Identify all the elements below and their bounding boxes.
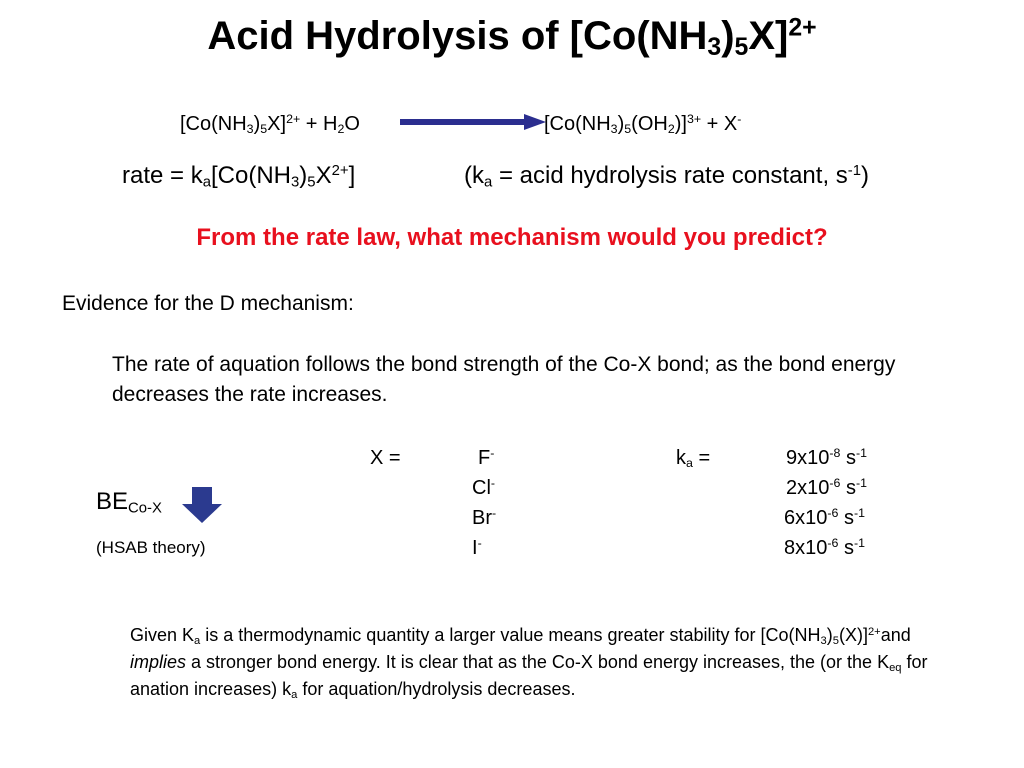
reaction-product: $[Co(NH_3)_5(OH_2)]^{3+} + X^-$ [544, 112, 742, 137]
evidence-text: The rate of aquation follows the bond strength of the Co-X bond; as the bond energy decreases the rate increases. [112, 353, 896, 406]
slide-title: Acid Hydrolysis of $[Co(NH_3)_5X]^{2+}$ [207, 14, 817, 62]
halide-f: F- [478, 446, 495, 469]
hsab-note: (HSAB theory) [96, 538, 206, 557]
k-label: $k_a$ = [676, 447, 711, 471]
ka-value-br: $6x10^{-6}$ $s^{-1}$ [784, 506, 865, 529]
evidence-heading: Evidence for the D mechanism: [62, 292, 354, 315]
ka-value-cl: $2x10^{-6}$ $s^{-1}$ [786, 476, 867, 499]
reaction-arrow-icon [398, 112, 548, 132]
x-label: X = [370, 447, 401, 469]
down-arrow-icon [180, 486, 224, 524]
bond-energy-label: $BE_{Co-X}$ [96, 488, 162, 517]
reaction-reactant: $[Co(NH_3)_5X]^{2+} + H_2O$ [180, 112, 360, 137]
halide-i: I- [472, 536, 482, 559]
rate-law: rate = $k_a[Co(NH_3)_5X^{2+}]$ [122, 162, 356, 191]
mechanism-question: From the rate law, what mechanism would you predict? [196, 224, 828, 251]
rate-constant-note: ($k_a$ = acid hydrolysis rate constant, $s^{-1}$) [464, 162, 870, 191]
conclusion-text: Given $K_a$ is a thermodynamic quantity a larger value means greater stability for $[Co(NH_3)_5(X)]^{2+}and$ implies a stronger bond energy. It is clear that as the Co-X bond energy increases, the (or the $K_{eq}$ for anation increases) $k_a$ for aquation/hydrolysis decreases. [130, 625, 928, 701]
ka-value-i: $8x10^{-6}$ $s^{-1}$ [784, 536, 865, 559]
halide-br: Br- [472, 506, 497, 529]
ka-value-f: $9x10^{-8}$ $s^{-1}$ [786, 446, 867, 469]
halide-cl: Cl- [472, 476, 496, 499]
